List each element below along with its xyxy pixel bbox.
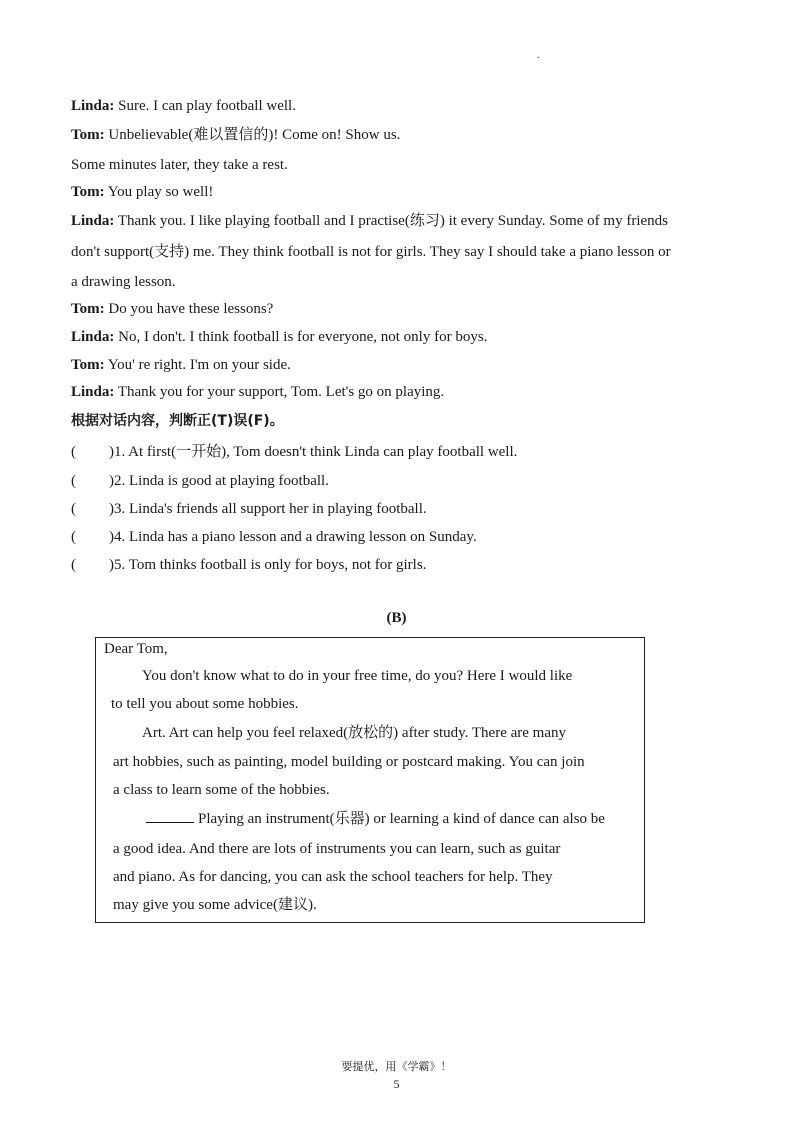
question-text: )1. At first(一开始), Tom doesn't think Linda can play football well.	[109, 444, 518, 460]
answer-blank[interactable]	[146, 810, 194, 823]
speaker-name: Linda:	[71, 384, 115, 400]
answer-paren: (	[71, 444, 76, 460]
dialogue-text: Sure. I can play football well.	[114, 98, 296, 114]
letter-line: to tell you about some hobbies.	[111, 696, 299, 712]
speaker-name: Tom:	[71, 301, 105, 317]
dialogue-text: Some minutes later, they take a rest.	[71, 157, 288, 173]
dialogue-line	[71, 272, 176, 292]
dialogue-line	[71, 211, 668, 231]
letter-line: Art. Art can help you feel relaxed(放松的) after study. There are many	[142, 725, 566, 741]
speaker-name: Linda:	[71, 98, 115, 114]
question-text: )5. Tom thinks football is only for boys, not for girls.	[109, 557, 427, 573]
instruction-heading: 根据对话内容，判断正(T)误(F)。	[71, 413, 284, 429]
dialogue-text: Do you have these lessons?	[104, 301, 274, 317]
letter-line: You don't know what to do in your free time, do you? Here I would like	[142, 668, 573, 684]
dialogue-line	[71, 382, 444, 402]
dialogue-text: Unbelievable(难以置信的)! Come on! Show us.	[104, 127, 401, 143]
header-mark: .	[537, 50, 540, 61]
letter-line: Playing an instrument(乐器) or learning a kind of dance can also be	[198, 811, 605, 827]
letter-greeting: Dear Tom,	[104, 641, 168, 657]
answer-paren: (	[71, 473, 76, 489]
letter-line: and piano. As for dancing, you can ask the school teachers for help. They	[113, 869, 553, 885]
page-number: 5	[393, 1077, 400, 1091]
dialogue-line	[71, 242, 671, 262]
dialogue-line	[71, 299, 273, 319]
question-text: )3. Linda's friends all support her in playing football.	[109, 501, 427, 517]
question-text: )4. Linda has a piano lesson and a drawing lesson on Sunday.	[109, 529, 477, 545]
speaker-name: Linda:	[71, 213, 115, 229]
speaker-name: Tom:	[71, 184, 105, 200]
dialogue-line	[71, 155, 288, 175]
dialogue-text: You play so well!	[104, 184, 214, 200]
letter-line: a class to learn some of the hobbies.	[113, 782, 330, 798]
dialogue-text: No, I don't. I think football is for everyone, not only for boys.	[114, 329, 488, 345]
dialogue-text: don't support(支持) me. They think football is not for girls. They say I should take a piano lesson or	[71, 244, 671, 260]
dialogue-text: Thank you for your support, Tom. Let's go on playing.	[114, 384, 445, 400]
section-b-title: (B)	[386, 610, 407, 626]
dialogue-line	[71, 182, 213, 202]
letter-line: a good idea. And there are lots of instruments you can learn, such as guitar	[113, 841, 561, 857]
footer-slogan: 要提优，用《学霸》！	[341, 1060, 452, 1073]
answer-paren: (	[71, 557, 76, 573]
question-text: )2. Linda is good at playing football.	[109, 473, 329, 489]
speaker-name: Tom:	[71, 127, 105, 143]
dialogue-line	[71, 125, 400, 145]
answer-paren: (	[71, 529, 76, 545]
dialogue-line	[71, 355, 291, 375]
speaker-name: Tom:	[71, 357, 105, 373]
letter-line: art hobbies, such as painting, model building or postcard making. You can join	[113, 754, 585, 770]
dialogue-line	[71, 327, 487, 347]
dialogue-text: Thank you. I like playing football and I practise(练习) it every Sunday. Some of my friends	[114, 213, 668, 229]
letter-box	[95, 637, 645, 923]
letter-line-with-blank	[146, 809, 605, 829]
speaker-name: Linda:	[71, 329, 115, 345]
dialogue-text: You' re right. I'm on your side.	[104, 357, 291, 373]
letter-line: may give you some advice(建议).	[113, 897, 317, 913]
answer-paren: (	[71, 501, 76, 517]
dialogue-line	[71, 96, 296, 116]
dialogue-text: a drawing lesson.	[71, 274, 176, 290]
